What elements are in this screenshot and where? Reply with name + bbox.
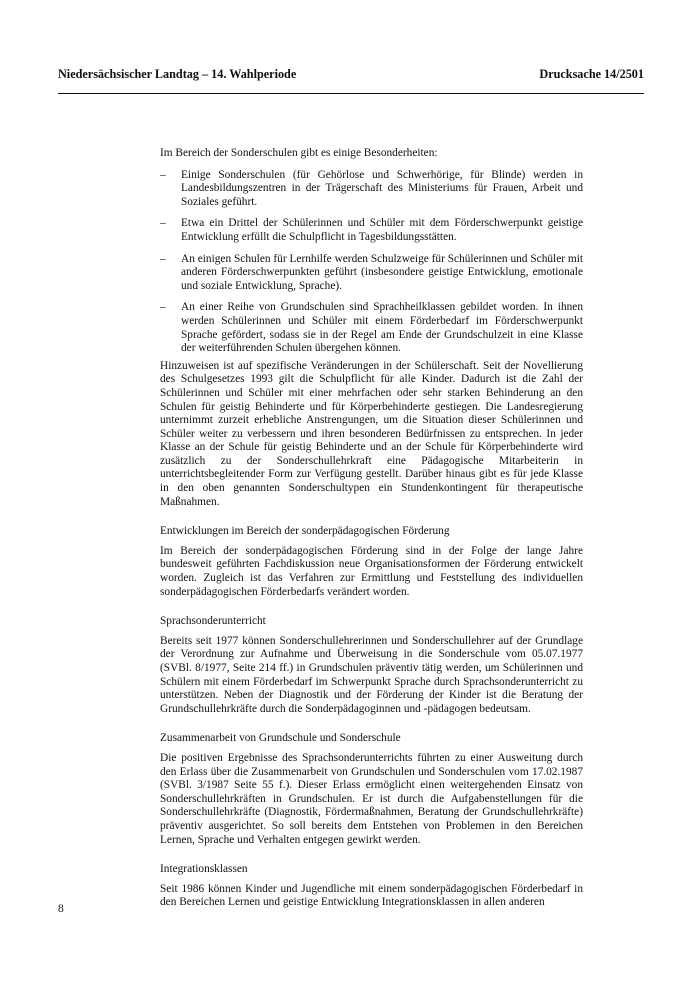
header-document-number: Drucksache 14/2501: [539, 67, 644, 81]
list-item: [160, 169, 583, 210]
page-number: 8: [58, 903, 64, 915]
section-heading: Entwicklungen im Bereich der sonderpädagogischen Förderung: [160, 525, 450, 538]
list-item: [160, 253, 583, 294]
dash-marker: –: [160, 168, 166, 181]
header-title: Niedersächsischer Landtag – 14. Wahlperiode: [58, 67, 297, 81]
section-heading: Integrationsklassen: [160, 863, 248, 876]
dash-marker: –: [160, 217, 166, 230]
section-paragraph: Die positiven Ergebnisse des Sprachsonderunterrichts führten zu einer Ausweitung durch den Erlass über die Zusammenarbeit von Grundschulen und Sonderschulen vom 17.02.1987 (SVBl. 3/1987 Seite 55 f.). Dieser Erlass ermöglicht einen weitergehenden Einsatz von Sonderschullehrkräften in Grundschulen. Er ist durch die Aufgabenstellungen für die Sonderschullehrkräfte (Diagnostik, Fördermaßnahmen, Beratung der Grundschullehrkräfte) präventiv ausgerichtet. So soll bereits dem Entstehen von Problemen in den Bereichen Lernen, Sprache und Verhalten entgegen gewirkt werden.: [160, 751, 583, 846]
dash-marker: –: [160, 252, 166, 265]
section-paragraph: Im Bereich der sonderpädagogischen Förderung sind in der Folge der lange Jahre bundesweit geführten Fachdiskussion neue Organisationsformen der Förderung entwickelt worden. Zugleich ist das Verfahren zur Ermittlung und Feststellung des individuellen sonderpädagogischen Förderbedarfs verändert worden.: [160, 544, 583, 598]
section-heading: Zusammenarbeit von Grundschule und Sonderschule: [160, 732, 401, 745]
intro-paragraph: Im Bereich der Sonderschulen gibt es einige Besonderheiten:: [160, 147, 438, 159]
dash-marker: –: [160, 301, 166, 314]
list-item: [160, 301, 583, 355]
special-features-list: [160, 169, 583, 356]
section-paragraph: Seit 1986 können Kinder und Jugendliche mit einem sonderpädagogischen Förderbedarf in den Bereichen Lernen und geistige Entwicklung Integrationsklassen in allen anderen: [160, 882, 583, 909]
header-rule: [58, 93, 644, 94]
list-item-text: Einige Sonderschulen (für Gehörlose und Schwerhörige, für Blinde) werden in Landesbildungszentren in der Trägerschaft des Ministeriums für Frauen, Arbeit und Soziales geführt.: [181, 168, 583, 208]
list-item-text: An einer Reihe von Grundschulen sind Sprachheilklassen gebildet worden. In ihnen werden Schülerinnen und Schüler mit einem Förderbedarf im Förderschwerpunkt Sprache gefördert, sodass sie in der Regel am Ende der Grundschulzeit in eine Klasse der weiterführenden Schulen übergehen können.: [181, 301, 583, 355]
list-item: [160, 217, 583, 244]
section-paragraph: Bereits seit 1977 können Sonderschullehrerinnen und Sonderschullehrer auf der Grundlage der Verordnung zur Aufnahme und Überweisung in die Sonderschule vom 05.07.1977 (SVBl. 8/1977, Seite 214 ff.) in Grundschulen präventiv tätig werden, um Schülerinnen und Schülern mit einem Förderbedarf im Schwerpunkt Sprache durch Sprachsonderunterricht zu unterstützen. Neben der Diagnostik und der Förderung der Kinder ist die Beratung der Grundschullehrkräfte durch die Sonderpädagoginnen und -pädagogen bedeutsam.: [160, 634, 583, 715]
list-item-text: Etwa ein Drittel der Schülerinnen und Schüler mit dem Förderschwerpunkt geistige Entwicklung erfüllt die Schulpflicht in Tagesbildungsstätten.: [181, 217, 583, 243]
body-text: [160, 147, 583, 920]
paragraph-hinweis: Hinzuweisen ist auf spezifische Veränderungen in der Schülerschaft. Seit der Novellierung des Schulgesetzes 1993 gilt die Schulpflicht für alle Kinder. Dadurch ist die Zahl der Schülerinnen und Schüler mit einer mehrfachen oder sehr starken Behinderung an den Schulen für geistig Behinderte und für Körperbehinderte gestiegen. Die Landesregierung unternimmt zurzeit erhebliche Anstrengungen, um die Situation dieser Schülerinnen und Schüler weiter zu verbessern und ihren besonderen Bedürfnissen zu entsprechen. In jeder Klasse an der Schule für geistig Behinderte und an der Schule für Körperbehinderte wird zusätzlich zu der Sonderschullehrkraft eine Pädagogische Mitarbeiterin in unterrichtsbegleitender Form zur Verfügung gestellt. Darüber hinaus gibt es für jede Klasse in den oben genannten Sonderschultypen ein Stundenkontingent für therapeutische Maßnahmen.: [160, 359, 583, 508]
list-item-text: An einigen Schulen für Lernhilfe werden Schulzweige für Schülerinnen und Schüler mit anderen Förderschwerpunkten geführt (insbesondere geistige Entwicklung, emotionale und soziale Entwicklung, Sprache).: [181, 252, 583, 292]
section-heading: Sprachsonderunterricht: [160, 615, 266, 628]
